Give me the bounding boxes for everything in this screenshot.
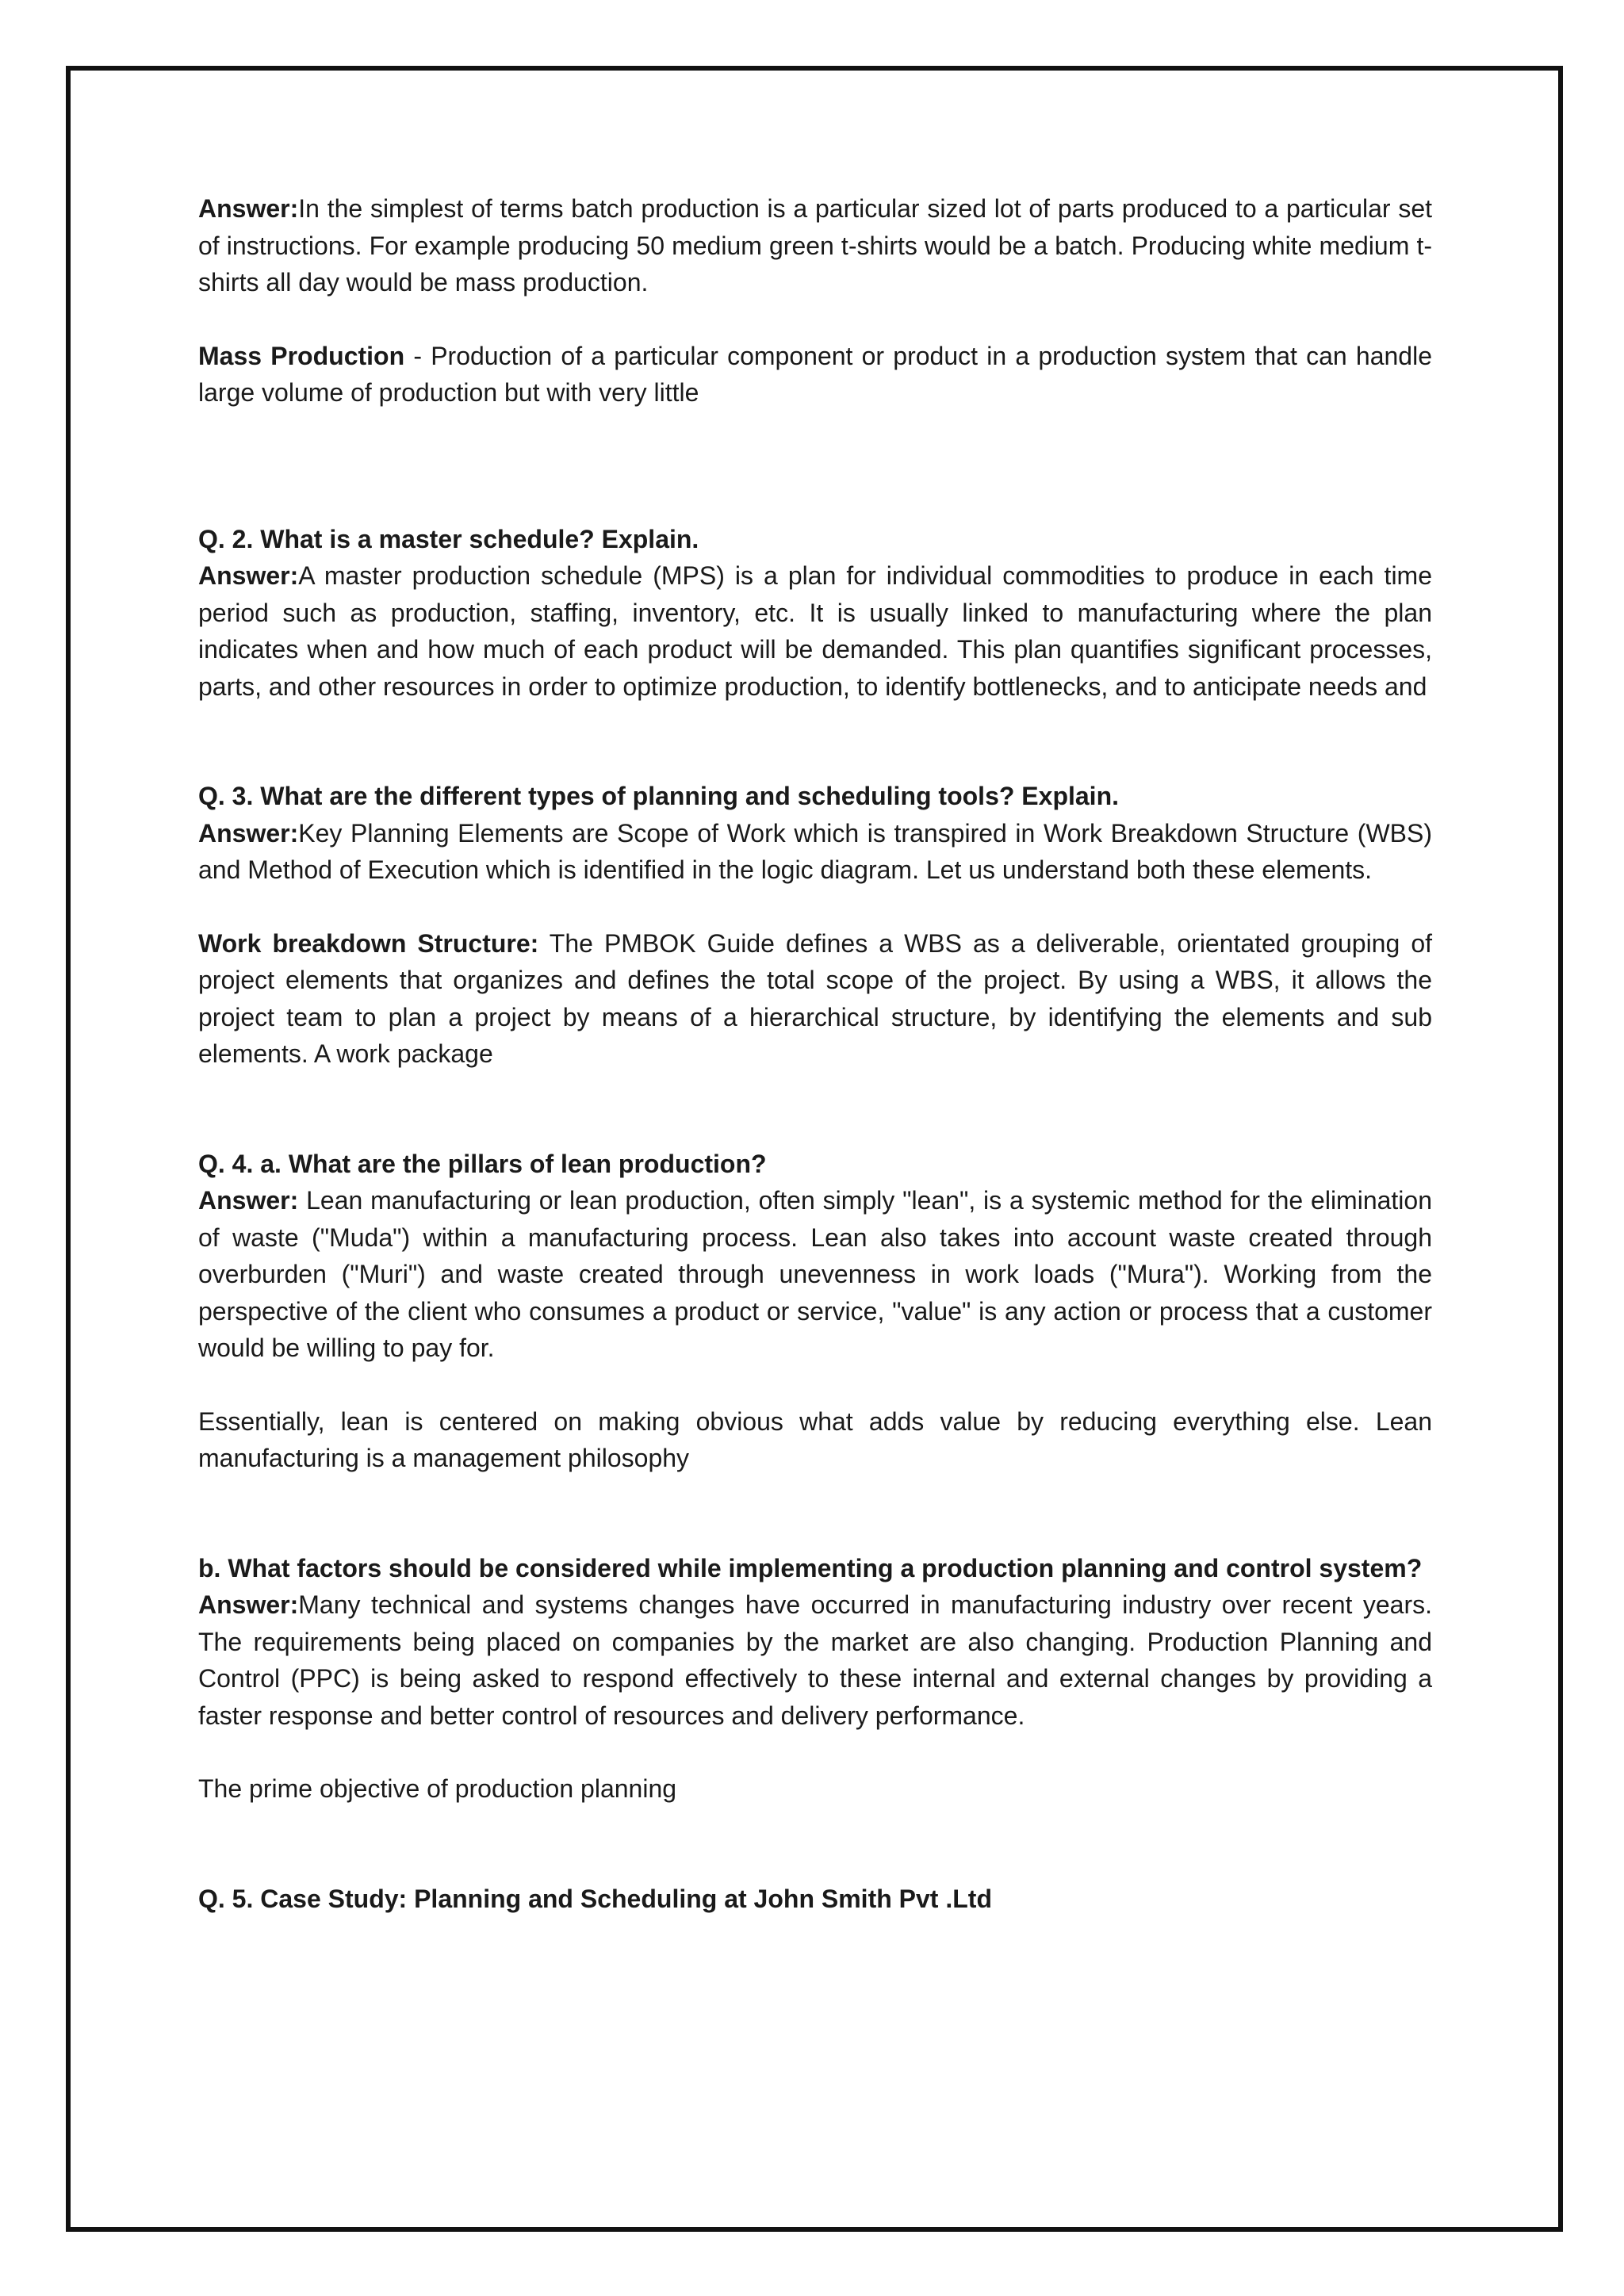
batch-answer-paragraph [198,190,1432,301]
question-heading-q4a: Q. 4. a. What are the pillars of lean production? [198,1149,767,1178]
q4b-answer-paragraph [198,1586,1432,1734]
answer-label: Answer: [198,194,299,223]
wbs-paragraph [198,925,1432,1073]
answer-label: Answer: [198,561,299,590]
term-label: Mass Production [198,341,405,370]
answer-label: Answer: [198,1590,299,1619]
prime-objective-paragraph: The prime objective of production planning [198,1774,677,1803]
q4a-answer-paragraph [198,1182,1432,1367]
answer-label: Answer: [198,818,299,848]
term-definition: - Production of a particular component or product in a production system that can handle large volume of production but with very little [198,341,1433,407]
q2-answer-paragraph [198,557,1432,705]
question-heading-q3: Q. 3. What are the different types of planning and scheduling tools? Explain. [198,782,1119,810]
question-heading-q4b: b. What factors should be considered while implementing a production planning and control system? [198,1553,1423,1582]
question-heading-q2: Q. 2. What is a master schedule? Explain. [198,524,699,553]
answer-text: In the simplest of terms batch production is a particular sized lot of parts produced to a particular set of instructions. For example producing 50 medium green t-shirts would be a batch. Producing white medium t-shirts all day would be mass production. [198,194,1432,297]
term-definition: The PMBOK Guide defines a WBS as a deliverable, orientated grouping of project elements that organizes and defines the total scope of the project. By using a WBS, it allows the project team to plan a project by means of a hierarchical structure, by identifying the elements and sub elements. A work package [198,928,1433,1068]
lean-paragraph: Essentially, lean is centered on making obvious what adds value by reducing everything else. Lean manufacturing is a management philosophy [198,1406,1432,1472]
q3-answer-paragraph [198,815,1432,889]
answer-text: A master production schedule (MPS) is a plan for individual commodities to produce in each time period such as production, staffing, inventory, etc. It is usually linked to manufacturing where the plan indicates when and how much of each product will be demanded. This plan quantifies significant processes, parts, and other resources in order to optimize production, to identify bottlenecks, and to anticipate needs and [198,561,1432,701]
answer-text: Lean manufacturing or lean production, often simply "lean", is a systemic method for the elimination of waste ("Muda") within a manufacturing process. Lean also takes into account waste created through overburden ("Muri") and waste created through unevenness in work loads ("Mura"). Working from the perspective of the client who consumes a product or service, "value" is any action or process that a customer would be willing to pay for. [198,1186,1432,1362]
answer-label: Answer: [198,1186,299,1215]
answer-text: Key Planning Elements are Scope of Work which is transpired in Work Breakdown Structure (WBS) and Method of Execution which is identified in the logic diagram. Let us understand both these elements. [198,818,1432,884]
answer-text: Many technical and systems changes have occurred in manufacturing industry over recent years. The requirements being placed on companies by the market are also changing. Production Planning and Control (PPC) is being asked to respond effectively to these internal and external changes by providing a faster response and better control of resources and delivery performance. [198,1590,1432,1730]
mass-production-paragraph [198,338,1432,411]
term-label: Work breakdown Structure: [198,928,539,958]
document-body [198,190,1432,1917]
question-heading-q5: Q. 5. Case Study: Planning and Scheduling at John Smith Pvt .Ltd [198,1884,992,1913]
